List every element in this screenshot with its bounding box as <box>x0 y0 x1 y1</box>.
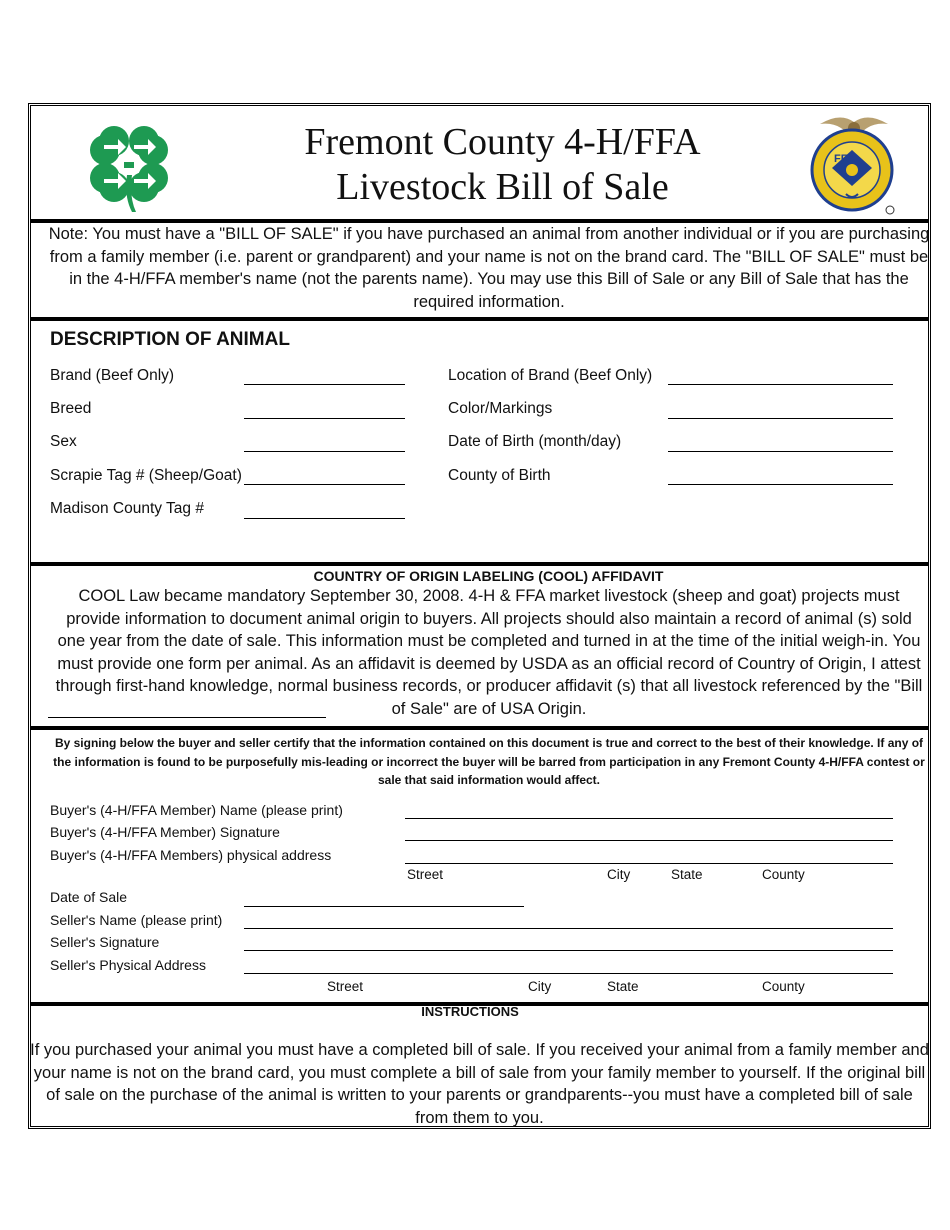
brand-input[interactable] <box>244 384 405 385</box>
form-title-line-2: Livestock Bill of Sale <box>336 166 669 208</box>
buyer-address-label: Buyer's (4-H/FFA Members) physical address <box>50 847 332 863</box>
buyer-city-caption: City <box>607 867 631 882</box>
form-title-line-1: Fremont County 4-H/FFA <box>304 121 701 163</box>
buyer-street-caption: Street <box>407 867 444 882</box>
seller-city-caption: City <box>528 979 552 994</box>
instructions-heading: INSTRUCTIONS <box>421 1004 519 1019</box>
section-divider <box>30 562 929 566</box>
date-of-sale-label: Date of Sale <box>50 889 128 905</box>
section-divider <box>30 317 929 321</box>
seller-name-input[interactable] <box>244 928 893 929</box>
buyer-signature-label: Buyer's (4-H/FFA Member) Signature <box>50 824 280 840</box>
buyer-address-input[interactable] <box>405 863 893 864</box>
scrapie-tag-label: Scrapie Tag # (Sheep/Goat) <box>50 467 242 484</box>
breed-label: Breed <box>50 400 92 417</box>
cool-heading: COUNTRY OF ORIGIN LABELING (COOL) AFFIDAVIT <box>313 568 664 584</box>
seller-name-label: Seller's Name (please print) <box>50 912 223 928</box>
seller-signature-label: Seller's Signature <box>50 934 160 950</box>
instructions-text: If you purchased your animal you must have a completed bill of sale. If you received your animal from a family member and your name is not on the brand card, you must complete a bill of sale from your family member to yourself. If the original bill of sale on the purchase of the animal is written to your parents or grandparents--you must have a completed bill of sale from them to you. <box>30 1041 929 1127</box>
buyer-signature-input[interactable] <box>405 840 893 841</box>
color-markings-label: Color/Markings <box>448 400 553 417</box>
date-of-sale-input[interactable] <box>244 906 524 907</box>
4h-clover-logo <box>76 117 182 215</box>
buyer-name-input[interactable] <box>405 818 893 819</box>
certification-text: By signing below the buyer and seller certify that the information contained on this document is true and correct to the best of their knowledge. If any of the information is found to be purposefully mis-leading or incorrect the buyer will be barred from participation in any Fremont County 4-H/FFA contest or sale that said information would affect. <box>53 736 925 787</box>
seller-address-input[interactable] <box>244 973 893 974</box>
cool-signature-input[interactable] <box>48 717 326 718</box>
brand-label: Brand (Beef Only) <box>50 367 175 384</box>
scrapie-tag-input[interactable] <box>244 484 405 485</box>
county-tag-input[interactable] <box>244 518 405 519</box>
breed-input[interactable] <box>244 418 405 419</box>
brand-location-label: Location of Brand (Beef Only) <box>448 367 653 384</box>
section-divider <box>30 726 929 730</box>
sex-label: Sex <box>50 433 77 450</box>
cool-affidavit-text: COOL Law became mandatory September 30, 2008. 4-H & FFA market livestock (sheep and goat) projects must provide information to document animal origin to buyers. All projects should also maintain a record of animal (s) sold one year from the date of sale. This information must be completed and turned in at the time of the initial weigh-in. You must provide one form per animal. As an affidavit is deemed by USDA as an official record of Country of Origin, I attest through first-hand knowledge, normal business records, or producer affidavit (s) that all livestock referenced by the "Bill of Sale" are of USA Origin. <box>55 587 923 718</box>
seller-state-caption: State <box>607 979 639 994</box>
seller-signature-input[interactable] <box>244 950 893 951</box>
buyer-name-label: Buyer's (4-H/FFA Member) Name (please print) <box>50 802 343 818</box>
sex-input[interactable] <box>244 451 405 452</box>
seller-county-caption: County <box>762 979 805 994</box>
seller-address-label: Seller's Physical Address <box>50 957 206 973</box>
buyer-state-caption: State <box>671 867 703 882</box>
brand-location-input[interactable] <box>668 384 893 385</box>
county-of-birth-input[interactable] <box>668 484 893 485</box>
description-heading: DESCRIPTION OF ANIMAL <box>50 329 290 350</box>
color-markings-input[interactable] <box>668 418 893 419</box>
ffa-emblem-logo <box>810 110 898 216</box>
county-of-birth-label: County of Birth <box>448 467 551 484</box>
county-tag-label: Madison County Tag # <box>50 500 204 517</box>
ffa-lettering: FFA <box>834 153 855 165</box>
buyer-county-caption: County <box>762 867 805 882</box>
date-of-birth-input[interactable] <box>668 451 893 452</box>
seller-street-caption: Street <box>327 979 364 994</box>
bill-of-sale-note: Note: You must have a "BILL OF SALE" if you have purchased an animal from another individual or if you are purchasing from a family member (i.e. parent or grandparent) and your name is not on the brand card. The "BILL OF SALE" must be in the 4-H/FFA member's name (not the parents name). You may use this Bill of Sale or any Bill of Sale that has the required information. <box>48 225 930 311</box>
date-of-birth-label: Date of Birth (month/day) <box>448 433 622 450</box>
